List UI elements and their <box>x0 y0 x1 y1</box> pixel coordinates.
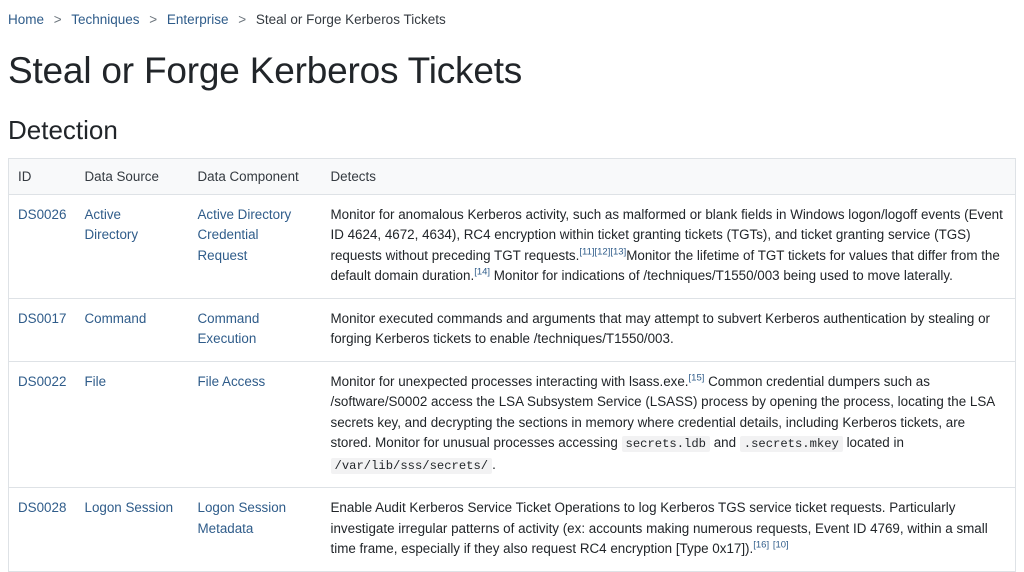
detects-text: Enable Audit Kerberos Service Ticket Operations to log Kerberos TGS service ticket requests. Particularly investigate irregular patterns of activity (ex: accounts making numerous requests, Event ID 4769, within a small time frame, especially if they also request RC4 encryption [Type 0x17]). <box>330 500 988 557</box>
citation-reference <box>474 267 490 278</box>
cell-id <box>9 488 75 572</box>
data-source-id-link[interactable]: DS0017 <box>18 310 67 326</box>
detects-text: Monitor for unexpected processes interacting with lsass.exe. <box>330 373 689 389</box>
cell-detects <box>321 361 1016 488</box>
section-title-detection: Detection <box>8 114 118 145</box>
citation-reference <box>610 246 626 257</box>
page-title: Steal or Forge Kerberos Tickets <box>8 50 523 91</box>
citation-reference <box>773 540 789 551</box>
cell-id <box>9 361 75 488</box>
data-component-link[interactable]: File Access <box>197 373 266 389</box>
cell-data-source <box>75 298 188 361</box>
citation-link[interactable]: [16] <box>753 539 770 551</box>
citation-reference <box>579 246 594 257</box>
citation-link[interactable]: [12] <box>594 246 611 258</box>
cell-id <box>9 298 75 361</box>
detects-text: located in <box>842 435 904 451</box>
column-header-data-component: Data Component <box>188 158 321 194</box>
inline-code: secrets.ldb <box>622 436 710 452</box>
cell-detects <box>321 194 1016 298</box>
column-header-data-source: Data Source <box>75 158 188 194</box>
detects-text: and <box>709 435 740 451</box>
cell-data-source <box>75 361 188 488</box>
data-source-id-link[interactable]: DS0022 <box>18 373 67 389</box>
citation-reference <box>595 246 611 257</box>
data-component-link[interactable]: Active Directory Credential Request <box>197 206 292 263</box>
detection-table <box>8 158 1016 572</box>
breadcrumb <box>8 6 1016 36</box>
cell-id <box>9 194 75 298</box>
inline-code: /var/lib/sss/secrets/ <box>331 458 493 474</box>
detects-text: Monitor for anomalous Kerberos activity, such as malformed or blank fields in Windows logon/logoff events (Event ID 4624, 4672, 4634), RC4 encryption within ticket granting tickets (TGTs), and ticket granting service (TGS) requests without preceding TGT requests. <box>330 206 1003 263</box>
inline-code: .secrets.mkey <box>740 436 843 452</box>
citation-link[interactable]: [14] <box>474 266 491 278</box>
cell-data-component <box>188 194 321 298</box>
detects-text: Monitor executed commands and arguments that may attempt to subvert Kerberos authentication by stealing or forging Kerberos tickets to enable /techniques/T1550/003. <box>330 310 990 347</box>
data-source-link[interactable]: Active Directory <box>84 206 139 243</box>
breadcrumb-item-home[interactable]: Home <box>8 12 45 27</box>
cell-data-source <box>75 488 188 572</box>
citation-link[interactable]: [11] <box>579 246 595 258</box>
detects-text: Monitor the lifetime of TGT tickets for values that differ from the default domain duration. <box>330 247 1000 284</box>
table-body <box>9 194 1016 571</box>
cell-detects <box>321 298 1016 361</box>
citation-reference <box>753 540 769 551</box>
column-header-detects: Detects <box>321 158 1016 194</box>
breadcrumb-item-enterprise[interactable]: Enterprise <box>166 12 229 27</box>
table-row <box>9 488 1016 572</box>
table-header-row <box>9 158 1016 194</box>
citation-reference <box>689 372 705 383</box>
breadcrumb-separator: > <box>149 12 158 27</box>
citation-link[interactable]: [13] <box>610 246 627 258</box>
cell-data-source <box>75 194 188 298</box>
detects-text: Monitor for indications of /techniques/T1550/003 being used to move laterally. <box>490 268 953 284</box>
breadcrumb-separator: > <box>53 12 62 27</box>
cell-data-component <box>188 298 321 361</box>
data-source-link[interactable]: Command <box>84 310 147 326</box>
column-header-id: ID <box>9 158 75 194</box>
table-row <box>9 361 1016 488</box>
table-row <box>9 194 1016 298</box>
breadcrumb-separator: > <box>238 12 247 27</box>
citation-link[interactable]: [10] <box>772 539 789 551</box>
data-component-link[interactable]: Command Execution <box>197 310 260 347</box>
cell-detects <box>321 488 1016 572</box>
detects-text: . <box>492 456 496 472</box>
breadcrumb-item-techniques[interactable]: Techniques <box>71 12 140 27</box>
data-source-id-link[interactable]: DS0028 <box>18 500 67 516</box>
table-row <box>9 298 1016 361</box>
data-source-id-link[interactable]: DS0026 <box>18 206 67 222</box>
cell-data-component <box>188 361 321 488</box>
data-component-link[interactable]: Logon Session Metadata <box>197 500 287 536</box>
data-source-link[interactable]: File <box>84 373 107 389</box>
detects-text: Common credential dumpers such as /software/S0002 access the LSA Subsystem Service (LSASS) process by opening the process, locating the LSA secrets key, and decrypting the sections in memory where credential details, including Kerberos tickets, are stored. Monitor for unusual processes accessing <box>330 373 995 451</box>
citation-link[interactable]: [15] <box>688 372 705 384</box>
breadcrumb-item-current: Steal or Forge Kerberos Tickets <box>255 12 446 27</box>
cell-data-component <box>188 488 321 572</box>
data-source-link[interactable]: Logon Session <box>84 500 174 516</box>
